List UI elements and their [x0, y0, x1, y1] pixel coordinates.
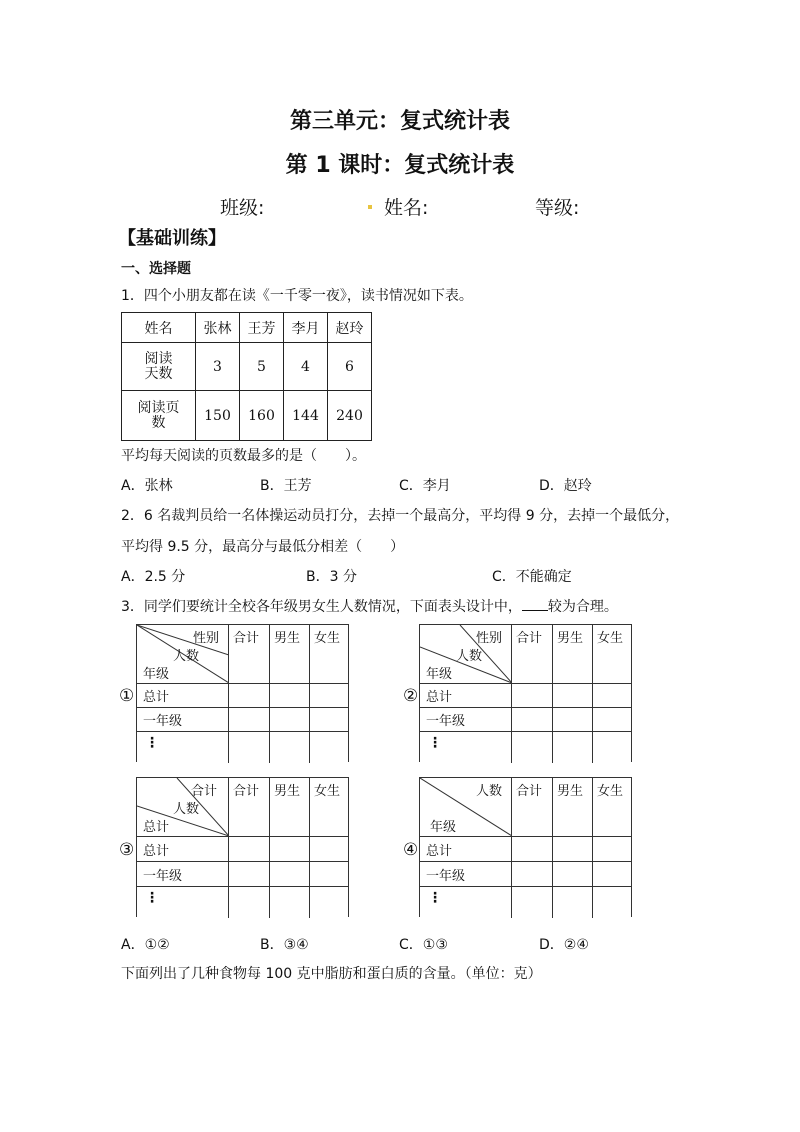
choice-heading: 一、选择题: [121, 261, 191, 277]
q3-option-b[interactable]: B．③④: [260, 937, 309, 953]
lesson-title: 第 1 课时：复式统计表: [285, 153, 515, 178]
name-label: 姓名:: [384, 197, 429, 219]
diag-top-label: 性别: [476, 631, 503, 646]
table-cell: 160: [240, 391, 284, 441]
diag-mid-label: 人数: [456, 649, 483, 664]
row-header: 总计: [143, 844, 170, 859]
q1-option-b[interactable]: B．王芳: [260, 478, 312, 494]
table-header: 王芳: [240, 313, 284, 343]
table-cell: 144: [284, 391, 328, 441]
col-header: 女生: [597, 631, 624, 646]
row-header: 一年级: [143, 869, 183, 884]
diag-top-label: 人数: [476, 784, 503, 799]
diag-top-label: 性别: [193, 631, 220, 646]
row-header: ⋮: [145, 890, 159, 906]
q3-option-c[interactable]: C．①③: [399, 937, 448, 953]
diag-bottom-label: 年级: [426, 667, 453, 682]
table-marker-3: ③: [119, 840, 135, 860]
col-header: 女生: [314, 784, 341, 799]
col-header: 女生: [314, 631, 341, 646]
q3-option-a[interactable]: A．①②: [121, 937, 170, 953]
table-header: 李月: [284, 313, 328, 343]
row-header: 一年级: [143, 714, 183, 729]
table-marker-4: ④: [403, 840, 419, 860]
table-cell: 3: [196, 343, 240, 391]
col-header: 男生: [274, 784, 301, 799]
q2-option-b[interactable]: B．3 分: [306, 569, 357, 585]
q3-stem-after: 较为合理。: [547, 599, 618, 615]
unit-title: 第三单元：复式统计表: [289, 109, 510, 134]
q3-option-d[interactable]: D．②④: [539, 937, 589, 953]
row-header: 总计: [143, 690, 170, 705]
table-cell: 240: [328, 391, 372, 441]
table-header: 赵玲: [328, 313, 372, 343]
row-label: 阅读页数: [122, 391, 196, 441]
table-cell: 4: [284, 343, 328, 391]
basic-training-heading: 【基础训练】: [118, 228, 226, 249]
q1-option-d[interactable]: D．赵玲: [539, 478, 592, 494]
header-table-3: [136, 777, 349, 917]
q4-stem: 下面列出了几种食物每 100 克中脂肪和蛋白质的含量。（单位：克）: [121, 966, 542, 982]
header-table-4: [419, 777, 632, 917]
row-header: 总计: [426, 690, 453, 705]
row-header: 总计: [426, 844, 453, 859]
row-header: ⋮: [428, 890, 442, 906]
col-header: 合计: [233, 631, 260, 646]
col-header: 合计: [516, 631, 543, 646]
row-header: 一年级: [426, 714, 466, 729]
header-table-1: [136, 624, 349, 762]
diag-bottom-label: 年级: [430, 820, 457, 835]
col-header: 合计: [233, 784, 260, 799]
col-header: 女生: [597, 784, 624, 799]
table-cell: 5: [240, 343, 284, 391]
q2-option-c[interactable]: C．不能确定: [492, 569, 572, 585]
col-header: 男生: [274, 631, 301, 646]
q2-stem-line2: 平均得 9.5 分，最高分与最低分相差（ ）: [121, 539, 405, 555]
col-header: 合计: [516, 784, 543, 799]
q2-option-a[interactable]: A．2.5 分: [121, 569, 186, 585]
dot-mark: [368, 205, 372, 209]
table-marker-2: ②: [403, 686, 419, 706]
answer-blank: [522, 598, 548, 611]
col-header: 男生: [557, 784, 584, 799]
row-label: 阅读天数: [122, 343, 196, 391]
diag-bottom-label: 年级: [143, 667, 170, 682]
q1-stem: 1．四个小朋友都在读《一千零一夜》，读书情况如下表。: [121, 288, 473, 304]
q3-stem: [121, 596, 618, 616]
q2-stem-line1: 2．6 名裁判员给一名体操运动员打分，去掉一个最高分，平均得 9 分，去掉一个最低分，: [121, 508, 680, 524]
diag-bottom-label: 总计: [143, 820, 170, 835]
class-label: 班级:: [220, 197, 265, 219]
grade-label: 等级:: [535, 197, 580, 219]
diag-mid-label: 人数: [173, 649, 200, 664]
header-table-2: [419, 624, 632, 762]
col-header: 男生: [557, 631, 584, 646]
diag-mid-label: 人数: [173, 802, 200, 817]
row-header: 一年级: [426, 869, 466, 884]
q1-question: 平均每天阅读的页数最多的是（ ）。: [121, 448, 366, 464]
q1-option-a[interactable]: A．张林: [121, 478, 173, 494]
table-cell: 6: [328, 343, 372, 391]
reading-table: [121, 312, 372, 441]
table-cell: 150: [196, 391, 240, 441]
table-header: 姓名: [122, 313, 196, 343]
row-header: ⋮: [428, 735, 442, 751]
diag-top-label: 合计: [191, 784, 218, 799]
q3-stem-before: 3．同学们要统计全校各年级男女生人数情况，下面表头设计中，: [121, 599, 522, 615]
table-header: 张林: [196, 313, 240, 343]
row-header: ⋮: [145, 735, 159, 751]
q1-option-c[interactable]: C．李月: [399, 478, 451, 494]
table-marker-1: ①: [119, 686, 135, 706]
